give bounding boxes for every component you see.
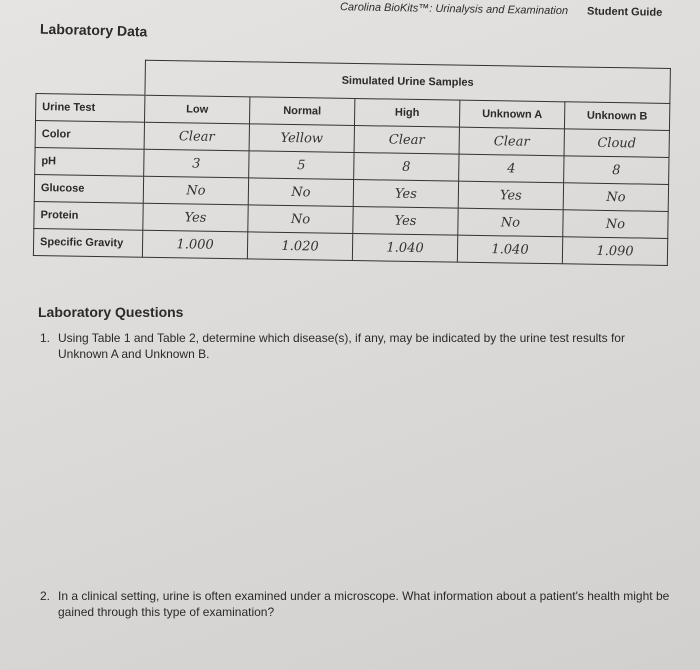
handwritten-cell: No: [563, 210, 668, 239]
handwritten-cell: Yes: [353, 207, 458, 236]
question-1: [40, 330, 680, 362]
guide-label: Student Guide: [586, 5, 663, 19]
handwritten-cell: Clear: [144, 122, 249, 151]
handwritten-cell: 1.000: [142, 230, 247, 259]
question-text: Using Table 1 and Table 2, determine which disease(s), if any, may be indicated by the urine test results for Unknown A and Unknown B.: [58, 331, 625, 361]
handwritten-cell: Clear: [459, 127, 564, 156]
handwritten-cell: Clear: [354, 126, 459, 155]
handwritten-cell: Yes: [353, 180, 458, 209]
handwritten-cell: 8: [564, 156, 669, 185]
row-label: pH: [35, 147, 144, 176]
row-label: Protein: [34, 201, 143, 230]
handwritten-cell: No: [143, 176, 248, 205]
handwritten-cell: No: [458, 208, 563, 237]
handwritten-cell: 1.090: [562, 237, 667, 266]
row-label: Glucose: [34, 174, 143, 203]
handwritten-cell: 1.040: [352, 233, 457, 262]
handwritten-cell: 1.040: [457, 235, 562, 264]
questions-title: Laboratory Questions: [38, 304, 184, 320]
handwritten-cell: Cloud: [564, 129, 669, 158]
column-header: Normal: [249, 97, 354, 126]
handwritten-cell: 8: [354, 153, 459, 182]
question-text: In a clinical setting, urine is often examined under a microscope. What information about a patient's health might be gained through this type of examination?: [58, 589, 670, 619]
lab-data-table: [33, 58, 671, 266]
handwritten-cell: 3: [144, 149, 249, 178]
handwritten-cell: 4: [459, 154, 564, 183]
column-header: Unknown A: [459, 100, 564, 129]
handwritten-cell: Yellow: [249, 124, 354, 153]
handwritten-cell: Yes: [458, 181, 563, 210]
column-header: High: [354, 99, 459, 128]
handwritten-cell: 5: [249, 151, 354, 180]
column-header: Low: [145, 95, 250, 124]
group-header: Simulated Urine Samples: [145, 60, 670, 103]
row-label: Specific Gravity: [33, 228, 142, 257]
question-number: 2.: [40, 589, 51, 603]
product-name: Carolina BioKits™: Urinalysis and Examination: [339, 1, 569, 18]
column-header: Unknown B: [564, 102, 669, 131]
question-2: [40, 588, 680, 620]
row-label: Color: [35, 121, 144, 150]
handwritten-cell: No: [248, 205, 353, 234]
handwritten-cell: Yes: [143, 203, 248, 232]
handwritten-cell: No: [563, 183, 668, 212]
table-corner-blank: [36, 59, 146, 96]
handwritten-cell: No: [248, 178, 353, 207]
section-title: Laboratory Data: [39, 20, 148, 40]
corner-header: Urine Test: [36, 94, 145, 123]
handwritten-cell: 1.020: [247, 232, 352, 261]
question-number: 1.: [40, 331, 51, 345]
page-header: [340, 1, 662, 19]
